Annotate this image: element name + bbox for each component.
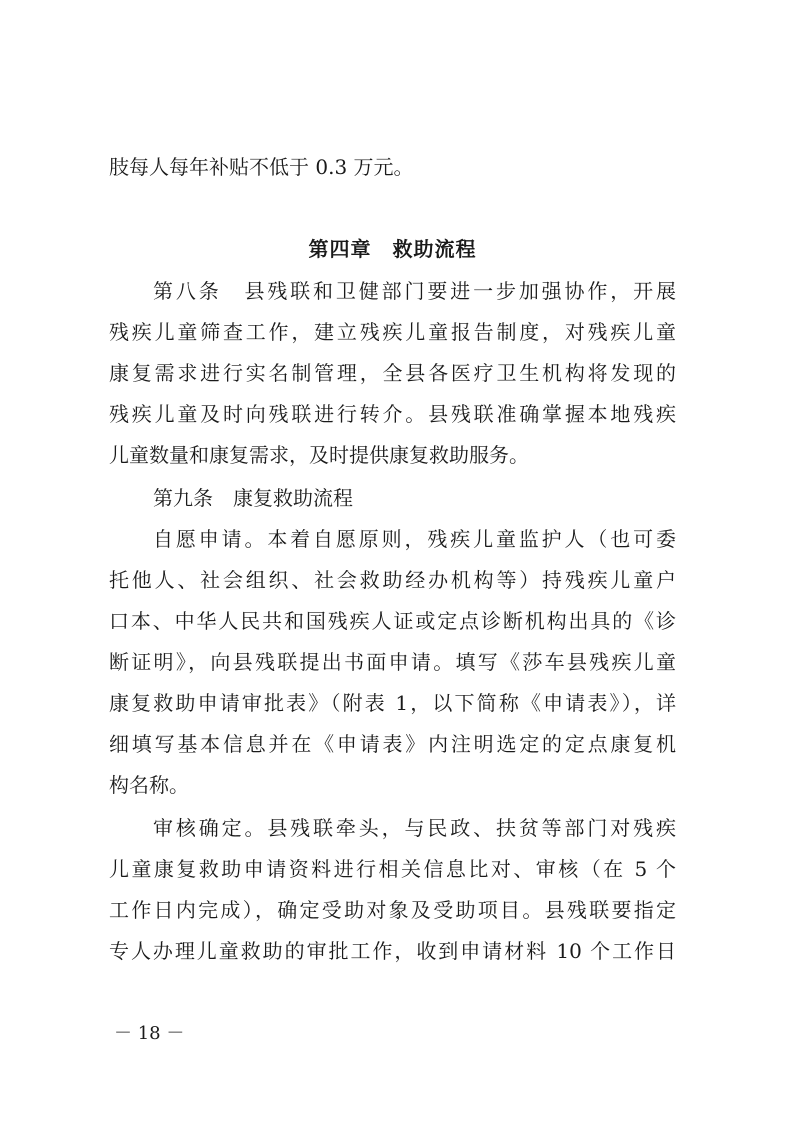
- self-application-line: 康复救助申请审批表》（附表 1，以下简称《申请表》），详: [109, 691, 676, 715]
- article-8-line: 残疾儿童筛查工作，建立残疾儿童报告制度，对残疾儿童: [109, 320, 676, 344]
- article-8-line: 残疾儿童及时向残联进行转介。县残联准确掌握本地残疾: [109, 402, 676, 426]
- self-application-line: 断证明》，向县残联提出书面申请。填写《莎车县残疾儿童: [109, 650, 676, 674]
- self-application-line: 口本、中华人民共和国残疾人证或定点诊断机构出具的《诊: [109, 609, 676, 633]
- review-line: 工作日内完成），确定受助对象及受助项目。县残联要指定: [109, 898, 676, 922]
- page-number: － 18 －: [114, 1023, 185, 1044]
- article-9-title: 第九条 康复救助流程: [153, 486, 353, 510]
- self-application-line: 细填写基本信息并在《申请表》内注明选定的定点康复机: [109, 732, 676, 756]
- article-8-line: 康复需求进行实名制管理，全县各医疗卫生机构将发现的: [109, 361, 676, 385]
- article-8-line: 第八条 县残联和卫健部门要进一步加强协作，开展: [153, 279, 676, 303]
- review-line: 专人办理儿童救助的审批工作，收到申请材料 10 个工作日: [109, 939, 676, 963]
- article-8-line: 儿童数量和康复需求，及时提供康复救助服务。: [109, 443, 529, 467]
- self-application-line: 构名称。: [109, 773, 189, 797]
- self-application-line: 自愿申请。本着自愿原则，残疾儿童监护人（也可委: [153, 527, 676, 551]
- self-application-line: 托他人、社会组织、社会救助经办机构等）持残疾儿童户: [109, 568, 676, 592]
- review-line: 儿童康复救助申请资料进行相关信息比对、审核（在 5 个: [109, 857, 676, 881]
- review-line: 审核确定。县残联牵头，与民政、扶贫等部门对残疾: [153, 816, 676, 840]
- chapter-heading: 第四章 救助流程: [308, 237, 477, 261]
- continuation-line: 肢每人每年补贴不低于 0.3 万元。: [109, 155, 414, 179]
